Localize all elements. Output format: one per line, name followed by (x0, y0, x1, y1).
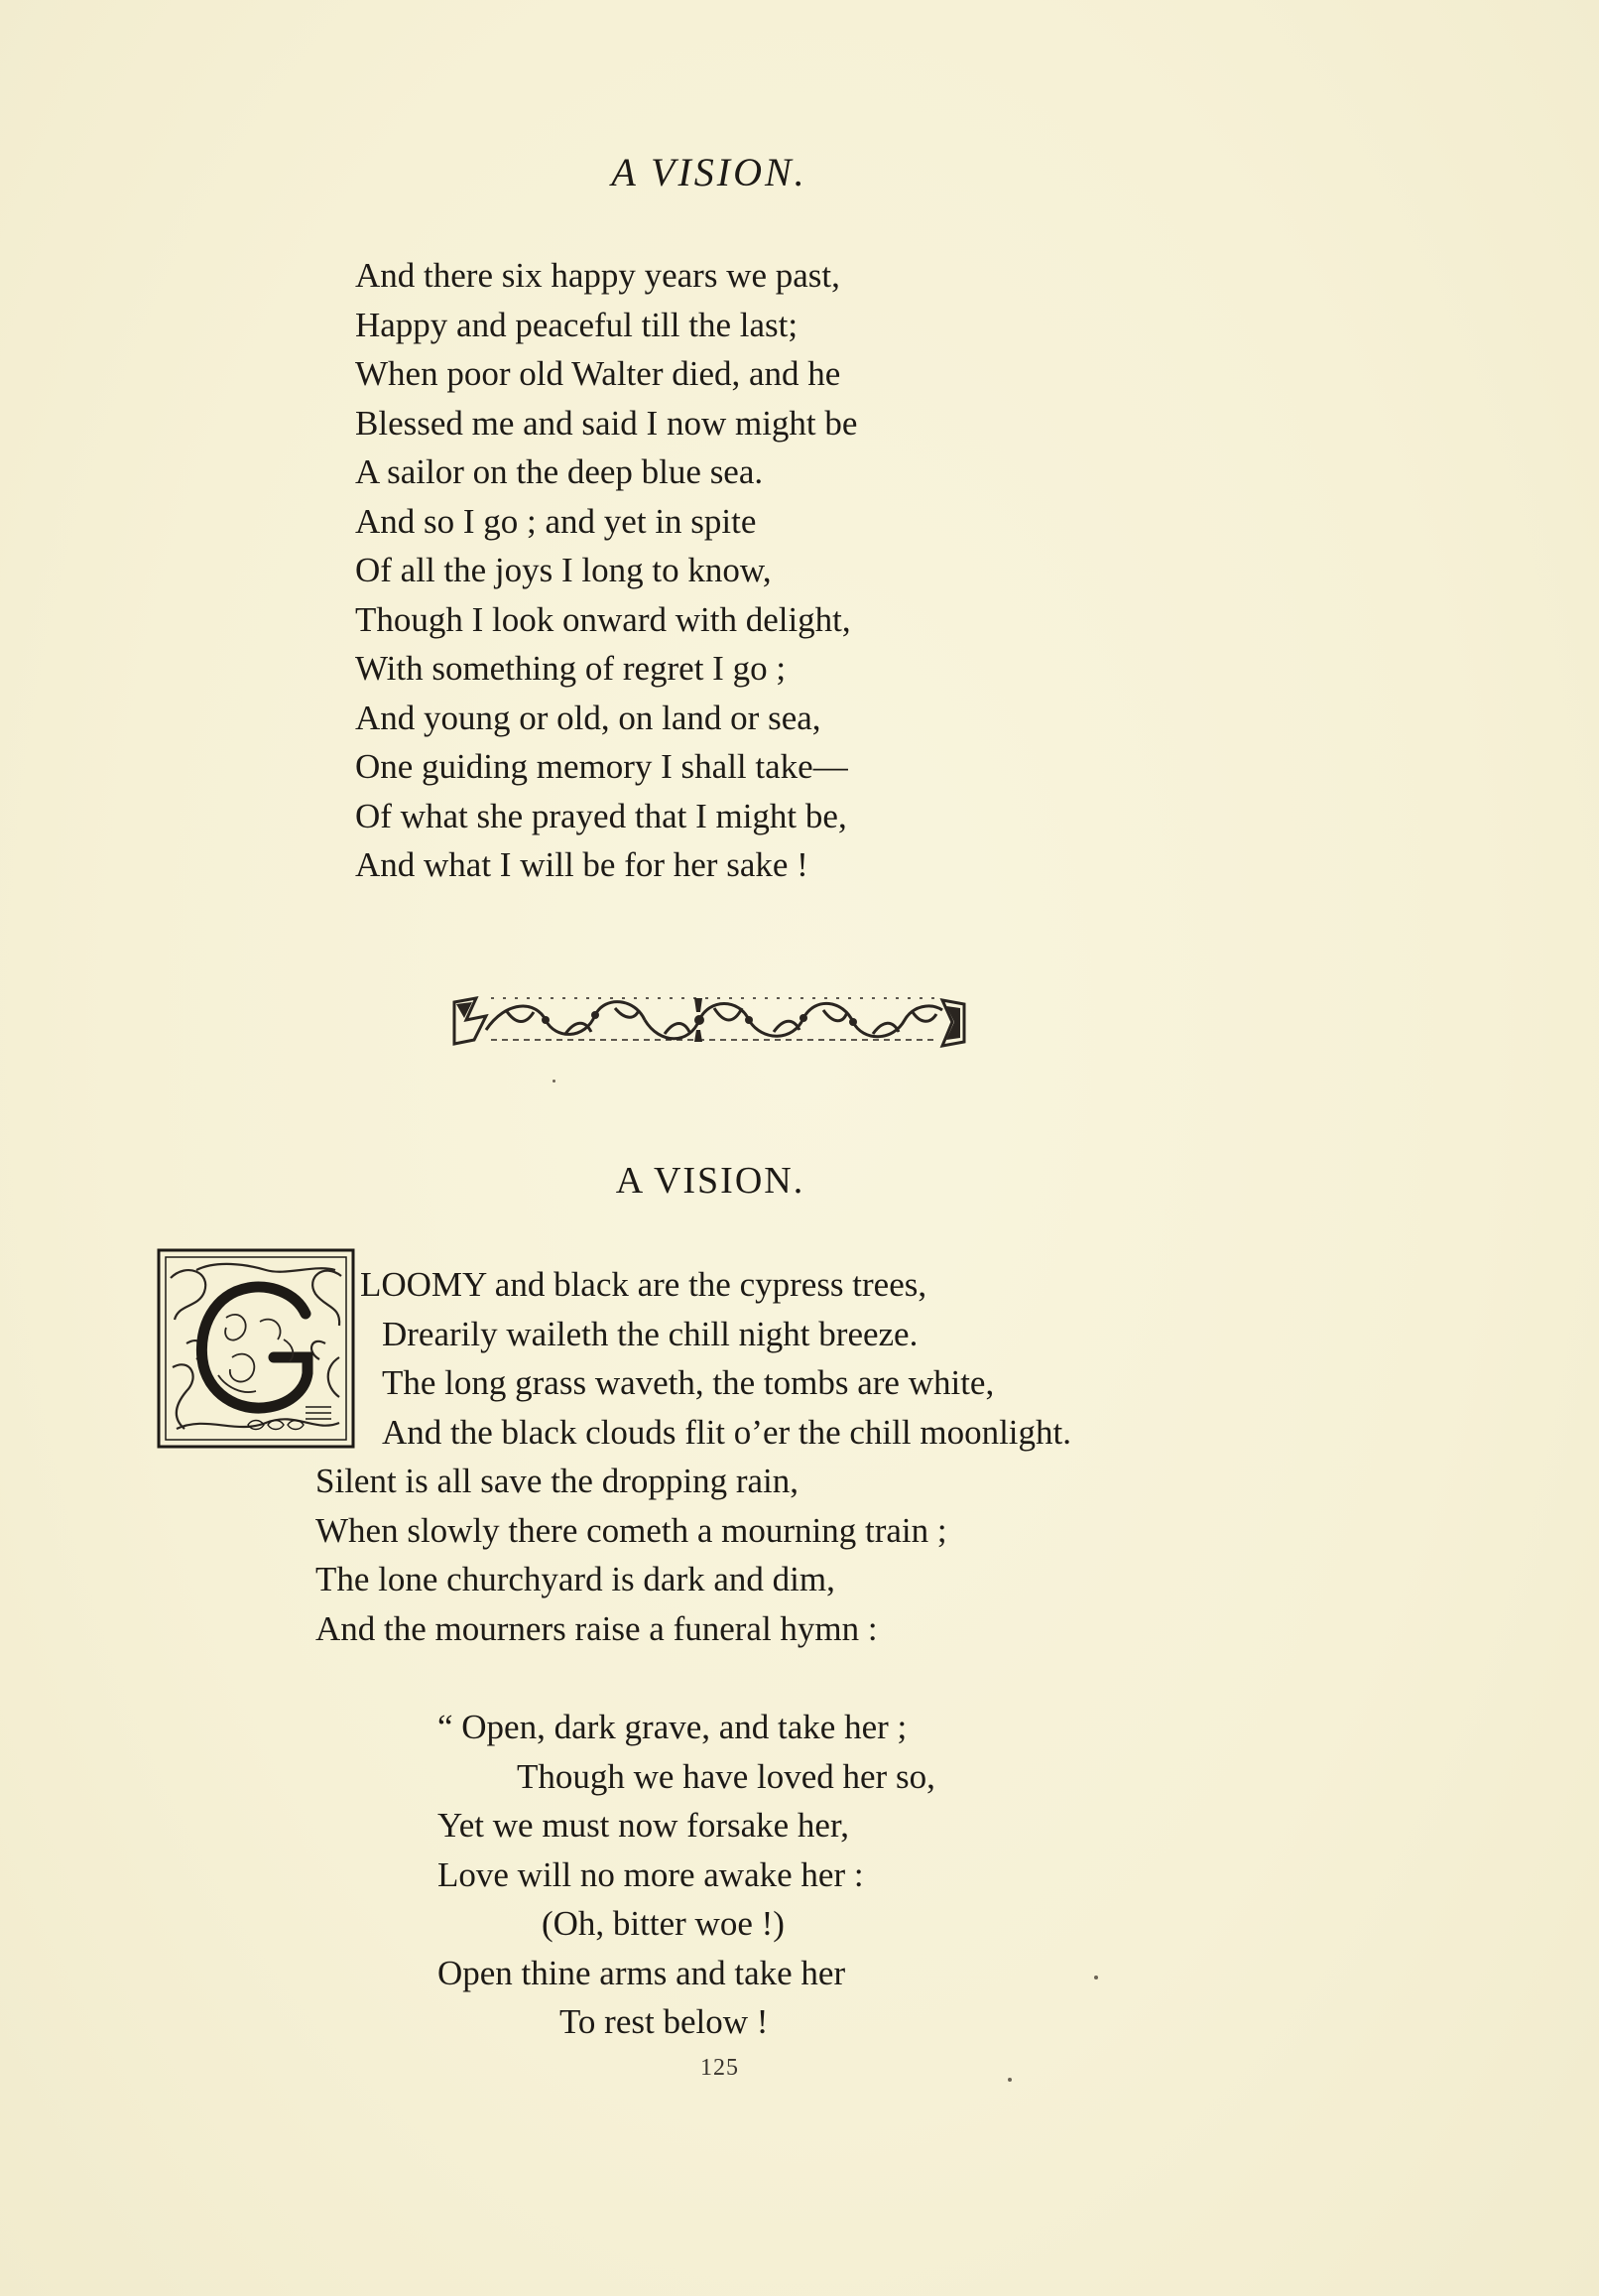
poem-line: The long grass waveth, the tombs are white, (382, 1363, 995, 1402)
paper-speck (553, 1080, 555, 1083)
poem-line: And there six happy years we past, (355, 256, 840, 295)
floral-tailpiece-ornament-icon (446, 990, 972, 1052)
hymn-line: Yet we must now forsake her, (437, 1806, 849, 1845)
poem-stanza (315, 1457, 947, 1653)
poem-line: With something of regret I go ; (355, 649, 787, 688)
hymn-line: Though we have loved her so, (517, 1756, 935, 1796)
poem-line: One guiding memory I shall take— (355, 747, 848, 786)
poem-line: Happy and peaceful till the last; (355, 305, 799, 344)
decorated-initial-g-icon (157, 1248, 355, 1449)
paper-speck (1008, 2078, 1012, 2082)
poem-continued (355, 251, 857, 890)
page-number: 125 (700, 2055, 739, 2081)
poem-line: Blessed me and said I now might be (355, 403, 858, 443)
poem-line: The lone churchyard is dark and dim, (315, 1560, 835, 1598)
poem-line: Of what she prayed that I might be, (355, 796, 847, 835)
poem-line: Drearily waileth the chill night breeze. (382, 1314, 919, 1353)
poem-line: When slowly there cometh a mourning train ; (315, 1510, 947, 1550)
hymn-line: Open thine arms and take her (437, 1953, 846, 1992)
poem-line: A sailor on the deep blue sea. (355, 452, 764, 491)
poem-title: A VISION. (615, 1160, 805, 1202)
poem-line: LOOMY and black are the cypress trees, (360, 1265, 927, 1304)
funeral-hymn (437, 1703, 935, 2047)
hymn-line: To rest below ! (559, 2002, 769, 2041)
poem-line: And the mourners raise a funeral hymn : (315, 1608, 878, 1648)
poem-line: When poor old Walter died, and he (355, 354, 841, 393)
poem-line: And young or old, on land or sea, (355, 698, 821, 737)
poem-line: Though I look onward with delight, (355, 599, 851, 639)
hymn-line: Love will no more awake her : (437, 1854, 864, 1894)
poem-opening (360, 1260, 1071, 1457)
poem-line: And the black clouds flit o’er the chill moonlight. (382, 1412, 1071, 1452)
poem-line: And so I go ; and yet in spite (355, 501, 757, 541)
poem-line: And what I will be for her sake ! (355, 845, 808, 884)
paper-speck (1094, 1976, 1098, 1979)
hymn-line: (Oh, bitter woe !) (542, 1904, 785, 1943)
poem-line: Of all the joys I long to know, (355, 551, 772, 589)
hymn-line: “ Open, dark grave, and take her ; (437, 1708, 908, 1746)
running-head: A VISION. (611, 150, 807, 194)
poem-line: Silent is all save the dropping rain, (315, 1462, 799, 1500)
